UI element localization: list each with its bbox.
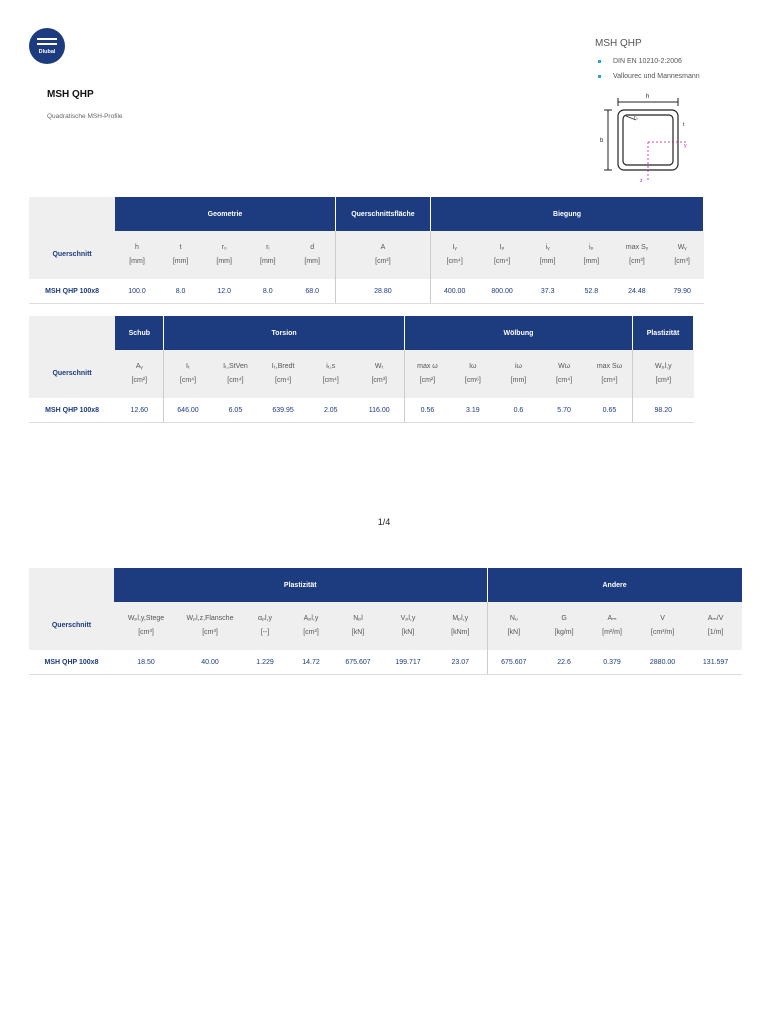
table-cell: 24.48 (613, 279, 661, 304)
label-z: z (640, 178, 643, 184)
symbol: Wₚl,y (654, 363, 672, 370)
table-cell: 8.0 (159, 279, 203, 304)
info-item: DIN EN 10210-2:2006 (598, 56, 700, 71)
column-header (496, 350, 542, 398)
column-header (633, 350, 694, 398)
column-header (613, 231, 661, 279)
unit: [m²/m] (602, 629, 622, 636)
label-h: h (646, 94, 650, 100)
table-cell: 40.00 (178, 650, 242, 675)
table-cell: 0.6 (496, 398, 542, 423)
symbol: Iₜ,Bredt (271, 363, 295, 370)
unit: [cm²] (131, 377, 148, 384)
table-cell: 131.597 (689, 650, 742, 675)
column-header (212, 350, 260, 398)
column-header (434, 602, 487, 650)
unit: [--] (260, 629, 270, 636)
unit: [kg/m] (554, 629, 574, 636)
unit: [mm] (260, 258, 276, 265)
column-header (242, 602, 288, 650)
unit: [cm⁴] (493, 258, 511, 265)
unit: [kN] (401, 629, 415, 636)
unit: [cm³] (138, 629, 154, 636)
table-row (29, 398, 694, 423)
symbol: Wω (558, 363, 571, 370)
unit: [cm³] (674, 258, 690, 265)
table-cell: 14.72 (288, 650, 334, 675)
dlubal-logo (29, 28, 65, 64)
column-header (290, 231, 336, 279)
column-header (246, 231, 290, 279)
unit: [cm³] (202, 629, 218, 636)
column-header (288, 602, 334, 650)
group-header: Wölbung (404, 316, 632, 350)
symbol: iω (514, 363, 522, 370)
symbol: Wₚl,y,Stege (127, 615, 165, 622)
unit: [cm⁶] (464, 377, 481, 384)
symbol: Nₚl (353, 615, 363, 622)
group-header: Querschnittsfläche (335, 197, 430, 231)
group-header: Andere (487, 568, 742, 602)
symbol: A (380, 244, 386, 251)
table-cell: 639.95 (259, 398, 307, 423)
table-cell: 12.60 (115, 398, 164, 423)
table-cell: 12.0 (202, 279, 246, 304)
unit: [cm³] (655, 377, 672, 384)
column-header (202, 231, 246, 279)
column-header (355, 350, 405, 398)
unit: [cm⁴] (179, 377, 197, 384)
column-header (661, 231, 704, 279)
unit: [cm²] (303, 629, 319, 636)
unit: [cm³] (629, 258, 645, 265)
table-cell: 646.00 (164, 398, 212, 423)
table-cell: 5.70 (541, 398, 587, 423)
symbol: max Sω (596, 363, 623, 370)
unit: [cm⁴] (322, 377, 339, 384)
column-header (307, 350, 355, 398)
logo-text: Dlubal (38, 49, 56, 55)
unit: [mm] (539, 258, 556, 265)
table-cell: 100.0 (115, 279, 159, 304)
column-header (540, 602, 588, 650)
column-header (114, 602, 178, 650)
unit: [cm⁴] (555, 377, 573, 384)
symbol: iₚ (589, 244, 594, 251)
column-header (450, 350, 496, 398)
symbol: Vₚl,y (400, 615, 416, 622)
symbol: Iₜ (185, 363, 190, 370)
row-label-header: Querschnitt (29, 350, 115, 398)
properties-table-1 (29, 197, 704, 304)
section-name: MSH QHP 100x8 (29, 650, 114, 675)
table-cell: 28.80 (335, 279, 430, 304)
symbol: Iᵧ (452, 244, 457, 251)
table-cell: 0.379 (588, 650, 636, 675)
page-title: MSH QHP (47, 89, 94, 100)
symbol: Wᵧ (677, 244, 687, 251)
unit: [mm] (510, 377, 527, 384)
column-header (587, 350, 633, 398)
column-header (431, 231, 479, 279)
table-cell: 98.20 (633, 398, 694, 423)
group-header: Schub (115, 316, 164, 350)
column-header (404, 350, 450, 398)
symbol: Aₘ (607, 615, 617, 622)
table-cell: 675.607 (487, 650, 540, 675)
group-header: Torsion (164, 316, 404, 350)
symbol: r₀ (221, 244, 227, 251)
column-header (334, 602, 382, 650)
symbol: Iₚ (499, 244, 505, 251)
symbol: V (660, 615, 665, 622)
unit: [mm] (583, 258, 600, 265)
unit: [mm] (129, 258, 145, 265)
symbol: Iω (469, 363, 477, 370)
group-header: Plastizität (114, 568, 487, 602)
column-header (541, 350, 587, 398)
column-header (164, 350, 212, 398)
unit: [kN] (507, 629, 521, 636)
column-header (259, 350, 307, 398)
column-header (115, 231, 159, 279)
symbol: Aᵧ (135, 363, 143, 370)
table-cell: 79.90 (661, 279, 704, 304)
table-row (29, 279, 704, 304)
label-y: y (684, 143, 687, 149)
symbol: G (561, 615, 567, 622)
unit: [kN] (351, 629, 365, 636)
group-header: Plastizität (633, 316, 694, 350)
unit: [cm³/m] (650, 629, 675, 636)
table-cell: 23.07 (434, 650, 487, 675)
table-cell: 18.50 (114, 650, 178, 675)
unit: [cm⁴] (274, 377, 292, 384)
unit: [1/m] (707, 629, 724, 636)
table-cell: 2880.00 (636, 650, 689, 675)
row-label-header: Querschnitt (29, 231, 115, 279)
symbol: Wₜ (374, 363, 384, 370)
unit: [cm²] (419, 377, 436, 384)
column-header (487, 602, 540, 650)
table-cell: 0.65 (587, 398, 633, 423)
symbol: iᵧ (545, 244, 550, 251)
column-header (178, 602, 242, 650)
column-header (569, 231, 613, 279)
table-cell: 675.607 (334, 650, 382, 675)
table-cell: 2.05 (307, 398, 355, 423)
label-b: b (600, 138, 604, 144)
symbol: Aₘ/V (707, 615, 724, 622)
label-r: r₀ (634, 115, 638, 121)
symbol: αₚl,y (257, 615, 273, 622)
table-cell: 199.717 (382, 650, 434, 675)
table-cell: 6.05 (212, 398, 260, 423)
column-header (382, 602, 434, 650)
unit: [cm³] (371, 377, 387, 384)
label-t: t (683, 122, 685, 128)
table-cell: 37.3 (526, 279, 570, 304)
unit: [cm²] (375, 258, 391, 265)
section-name: MSH QHP 100x8 (29, 279, 115, 304)
column-header (478, 231, 526, 279)
row-label-header: Querschnitt (29, 602, 114, 650)
symbol: Iₜ,StVen (223, 363, 248, 370)
symbol: rᵢ (266, 244, 270, 251)
symbol: Aₚl,y (303, 615, 319, 622)
info-list (598, 56, 700, 86)
symbol: max ω (417, 363, 438, 370)
table-row (29, 650, 742, 675)
symbol: iₜ,s (326, 363, 336, 370)
table-cell: 3.19 (450, 398, 496, 423)
column-header (335, 231, 430, 279)
table-cell: 800.00 (478, 279, 526, 304)
column-header (159, 231, 203, 279)
unit: [cm⁴] (227, 377, 244, 384)
unit: [mm] (172, 258, 189, 265)
table-cell: 1.229 (242, 650, 288, 675)
table-cell: 400.00 (431, 279, 479, 304)
table-cell: 52.8 (569, 279, 613, 304)
column-header (588, 602, 636, 650)
table-cell: 8.0 (246, 279, 290, 304)
page-number: 1/4 (377, 517, 391, 527)
unit: [cm⁴] (601, 377, 618, 384)
table-cell: 22.6 (540, 650, 588, 675)
group-header: Biegung (431, 197, 704, 231)
unit: [cm⁴] (446, 258, 463, 265)
column-header (115, 350, 164, 398)
properties-table-2 (29, 316, 694, 423)
table-cell: 0.56 (404, 398, 450, 423)
unit: [kNm] (451, 629, 470, 636)
table-cell: 68.0 (290, 279, 336, 304)
info-item: Vallourec und Mannesmann (598, 71, 700, 86)
properties-table-3 (29, 568, 743, 675)
group-header: Geometrie (115, 197, 335, 231)
symbol: max Sᵧ (625, 244, 648, 251)
unit: [mm] (304, 258, 320, 265)
table-cell: 116.00 (355, 398, 405, 423)
page-subtitle: Quadratische MSH-Profile (47, 113, 123, 120)
column-header (636, 602, 689, 650)
section-name: MSH QHP 100x8 (29, 398, 115, 423)
column-header (526, 231, 570, 279)
info-title: MSH QHP (595, 38, 642, 49)
symbol: d (310, 244, 315, 251)
symbol: t (179, 244, 182, 251)
symbol: h (135, 244, 139, 251)
unit: [mm] (216, 258, 232, 265)
symbol: Mₚl,y (452, 615, 469, 622)
cross-section-sketch (598, 90, 698, 190)
column-header (689, 602, 742, 650)
symbol: Nᵤ (509, 615, 518, 622)
symbol: Wₚl,z,Flansche (186, 615, 234, 622)
